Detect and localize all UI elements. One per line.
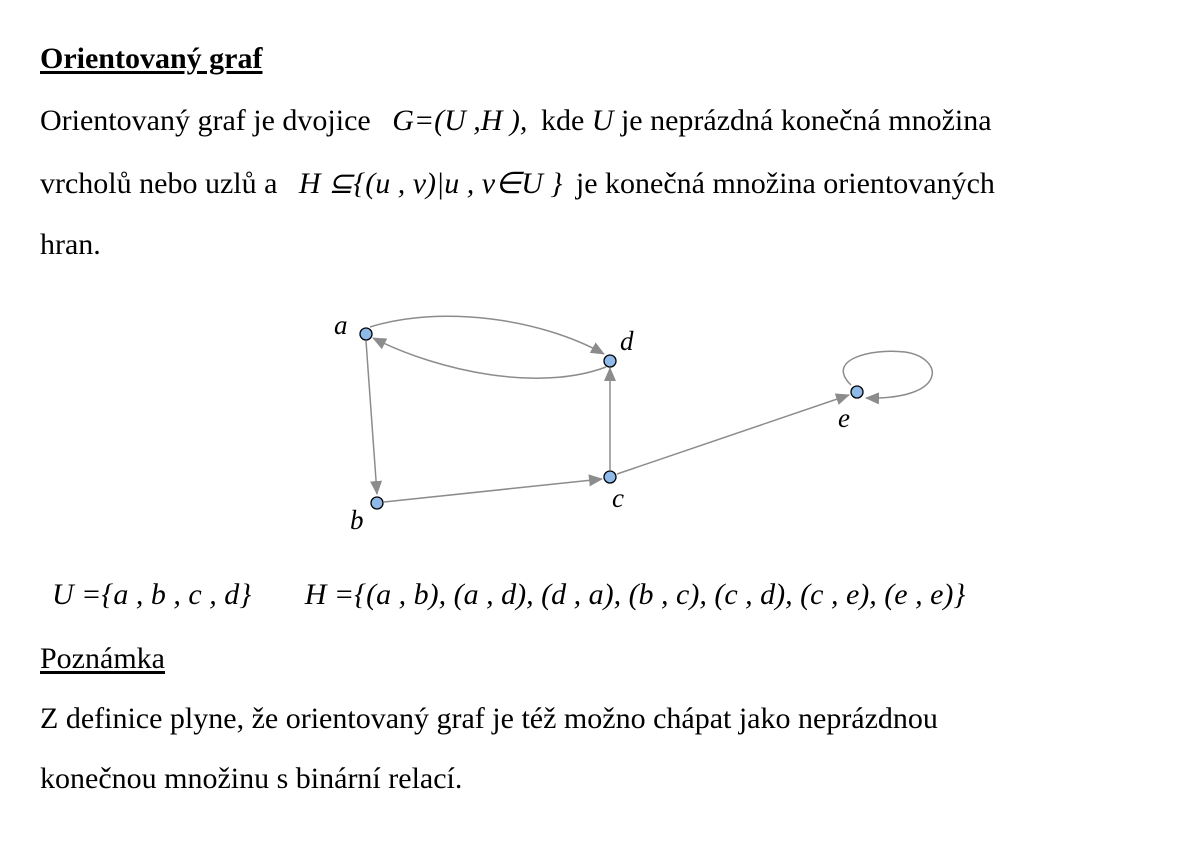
set-definitions: [52, 578, 965, 612]
node-b: [371, 497, 383, 509]
node-c: [604, 471, 616, 483]
node-label-a: a: [334, 310, 348, 340]
note-line-1: Z definice plyne, že orientovaný graf je též možno chápat jako neprázdnou: [40, 702, 938, 735]
definition-text: vrcholů nebo uzlů a: [40, 167, 278, 200]
node-d: [604, 355, 616, 367]
math-symbol-U: U: [591, 104, 614, 137]
math-formula-H: H ⊆{(u , v)|u , v∈U }: [298, 167, 563, 200]
definition-text: kde: [540, 104, 585, 137]
definition-text: Orientovaný graf je dvojice: [40, 104, 371, 137]
page-title: Orientovaný graf: [40, 42, 263, 75]
edge-b-c: [384, 479, 602, 502]
edge-d-a: [373, 338, 606, 378]
node-label-e: e: [838, 403, 850, 433]
set-U: U ={a , b , c , d}: [52, 578, 252, 611]
node-label-d: d: [620, 326, 634, 356]
definition-line-3: hran.: [40, 228, 101, 261]
math-formula-G: G=(U ,H ),: [392, 104, 528, 137]
note-title: Poznámka: [40, 642, 165, 675]
edge-c-e: [617, 395, 849, 474]
node-label-c: c: [612, 483, 624, 513]
note-line-2: konečnou množinu s binární relací.: [40, 762, 463, 795]
definition-text: je neprázdná konečná množina: [620, 104, 992, 137]
node-a: [360, 328, 372, 340]
edge-a-d: [370, 316, 604, 354]
edge-a-b: [366, 341, 377, 494]
node-label-b: b: [350, 505, 364, 535]
node-e: [851, 386, 863, 398]
definition-text: je konečná množina orientovaných: [575, 167, 995, 200]
set-H: H ={(a , b), (a , d), (d , a), (b , c), (c , d), (c , e), (e , e)}: [304, 578, 966, 611]
